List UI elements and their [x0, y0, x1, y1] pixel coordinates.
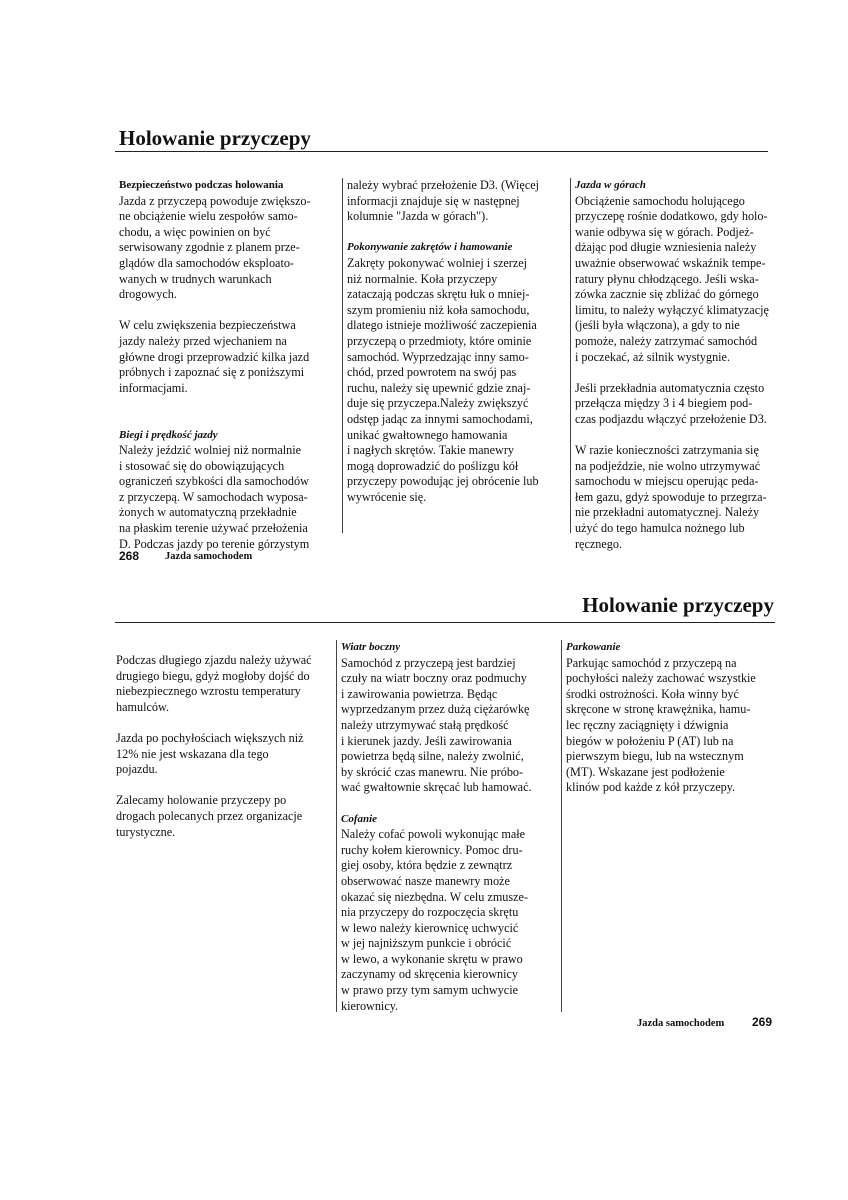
text-line: glądów dla samochodów eksploato-: [119, 255, 294, 270]
column-divider: [561, 640, 562, 1012]
text-line: samochodu w miejscu operując peda-: [575, 474, 759, 489]
text-line: giej osoby, która będzie z zewnątrz: [341, 858, 513, 873]
text-line: wywrócenie się.: [347, 489, 427, 504]
text-line: kolumnie "Jazda w górach").: [347, 209, 489, 224]
text-line: drogowych.: [119, 287, 177, 302]
text-line: samochód. Wyprzedzając inny samo-: [347, 349, 529, 364]
text-line: Należy cofać powoli wykonując małe: [341, 827, 526, 842]
paragraph: [116, 731, 334, 778]
text-line: i zawirowania powietrza. Będąc: [341, 686, 498, 701]
text-line: główne drogi przeprowadzić kilka jazd: [119, 349, 310, 364]
text-line: Samochód z przyczepą jest bardziej: [341, 655, 516, 670]
text-line: (jeśli była włączona), a gdy to nie: [575, 318, 740, 333]
footer-section-label: Jazda samochodem: [165, 551, 253, 562]
text-line: Zakręty pokonywać wolniej i szerzej: [347, 255, 528, 270]
text-line: próbnych i zapoznać się z poniższymi: [119, 365, 305, 380]
text-line: ruchy kołem kierownicy. Pomoc dru-: [341, 842, 523, 857]
text-line: turystyczne.: [116, 824, 176, 839]
text-line: nia przyczepy do rozpoczęcia skrętu: [341, 905, 519, 920]
paragraph: [575, 381, 780, 428]
text-line: czas podjazdu włączyć przełożenie D3.: [575, 411, 767, 426]
paragraph: [575, 194, 780, 366]
paragraph: [116, 653, 334, 715]
top-col-1: [119, 178, 341, 552]
text-line: Parkując samochód z przyczepą na: [566, 655, 737, 670]
text-line: skręcone w stronę krawężnika, hamu-: [566, 702, 751, 717]
text-line: wanych w trudnych warunkach: [119, 271, 272, 286]
bottom-page-heading: Holowanie przyczepy: [582, 593, 774, 617]
text-line: kierownicy.: [341, 998, 399, 1013]
text-line: 12% nie jest wskazana dla tego: [116, 746, 269, 761]
paragraph: [119, 194, 341, 303]
text-line: i kierunek jazdy. Jeśli zawirowania: [341, 733, 512, 748]
section-title-reversing: Cofanie: [341, 812, 378, 825]
text-line: chodu, a więc powinien on być: [119, 224, 271, 239]
paragraph: [119, 443, 341, 552]
text-line: na podjeździe, nie wolno utrzymywać: [575, 458, 761, 473]
text-line: ograniczeń szybkości dla samochodów: [119, 474, 309, 489]
text-line: uważnie obserwować wskaźnik tempe-: [575, 255, 766, 270]
text-line: limitu, to należy wyłączyć klimatyzację: [575, 302, 769, 317]
bottom-col-2: [341, 640, 559, 1014]
paragraph: [341, 656, 559, 796]
text-line: wyprzedzanym przez dużą ciężarówkę: [341, 702, 530, 717]
text-line: Jazda z przyczepą powoduje zwiększo-: [119, 193, 311, 208]
text-line: Zalecamy holowanie przyczepy po: [116, 793, 287, 808]
text-line: okazać się niezbędna. W celu zmusze-: [341, 889, 529, 904]
text-line: Jazda po pochyłościach większych niż: [116, 730, 304, 745]
text-line: środki ostrożności. Koła winny być: [566, 686, 739, 701]
text-line: zaczynamy od skręcenia kierownicy: [341, 967, 518, 982]
text-line: Należy jeździć wolniej niż normalnie: [119, 443, 302, 458]
text-line: odstęp jadąc za innymi samochodami,: [347, 411, 533, 426]
text-line: (MT). Wskazane jest podłożenie: [566, 764, 725, 779]
text-line: niż normalnie. Koła przyczepy: [347, 271, 498, 286]
text-line: by skrócić czas manewru. Nie próbo-: [341, 764, 524, 779]
section-title-safety: Bezpieczeństwo podczas holowania: [119, 179, 284, 191]
text-line: nie przekładni automatycznej. Należy: [575, 505, 760, 520]
text-line: przełącza między 3 i 4 biegiem pod-: [575, 396, 753, 411]
text-line: Obciążenie samochodu holującego: [575, 193, 745, 208]
text-line: dlatego istnieje możliwość zaczepienia: [347, 318, 537, 333]
paragraph: [341, 827, 559, 1014]
text-line: ne obciążenie wielu zespołów samo-: [119, 209, 298, 224]
paragraph: [119, 318, 341, 396]
text-line: ręcznego.: [575, 536, 623, 551]
text-line: pierwszym biegu, lub na wstecznym: [566, 749, 744, 764]
text-line: ratury płynu chłodzącego. Jeśli wska-: [575, 271, 759, 286]
text-line: serwisowany zgodnie z planem prze-: [119, 240, 300, 255]
bottom-heading-rule: [115, 622, 775, 623]
text-line: informacjami.: [119, 380, 188, 395]
text-line: zataczają podczas skrętu łuk o mniej-: [347, 287, 530, 302]
paragraph: [116, 793, 334, 840]
column-divider: [570, 178, 571, 533]
text-line: pojazdu.: [116, 762, 158, 777]
text-line: D. Podczas jazdy po terenie górzystym: [119, 536, 310, 551]
page-number: 268: [119, 549, 140, 563]
paragraph: [347, 256, 569, 506]
text-line: szym promieniu niż koła samochodu,: [347, 302, 530, 317]
text-line: na płaskim terenie używać przełożenia: [119, 521, 308, 536]
top-page-heading: Holowanie przyczepy: [119, 126, 311, 150]
text-line: Podczas długiego zjazdu należy używać: [116, 653, 312, 667]
page-number: 269: [752, 1015, 773, 1029]
bottom-col-1: [116, 653, 334, 840]
text-line: z przyczepą. W samochodach wyposa-: [119, 489, 308, 504]
text-line: drogach polecanych przez organizacje: [116, 808, 303, 823]
text-line: przyczepą o przedmioty, które ominie: [347, 333, 532, 348]
text-line: biegów w położeniu P (AT) lub na: [566, 733, 734, 748]
text-line: ruchu, należy się upewnić gdzie znaj-: [347, 380, 531, 395]
section-title-mountains: Jazda w górach: [575, 179, 646, 191]
text-line: zówka zacznie się zbliżać do górnego: [575, 287, 759, 302]
text-line: hamulców.: [116, 699, 170, 714]
text-line: w prawo przy tym samym uchwycie: [341, 983, 519, 998]
text-line: W celu zwiększenia bezpieczeństwa: [119, 318, 296, 333]
text-line: w lewo, a wykonanie skrętu w prawo: [341, 951, 523, 966]
text-line: mogą doprowadzić do poślizgu kół: [347, 458, 519, 473]
text-line: i poczekać, aż silnik wystygnie.: [575, 349, 731, 364]
text-line: i stosować się do obowiązujących: [119, 458, 285, 473]
text-line: użyć do tego hamulca nożnego lub: [575, 521, 745, 536]
section-title-gears: Biegi i prędkość jazdy: [119, 428, 218, 441]
text-line: W razie konieczności zatrzymania się: [575, 443, 759, 458]
paragraph: [566, 656, 780, 796]
text-line: dżając pod długie wzniesienia należy: [575, 240, 757, 255]
text-line: pomoże, należy zatrzymać samochód: [575, 333, 758, 348]
text-line: informacji znajduje się w następnej: [347, 193, 520, 208]
text-line: żonych w automatyczną przekładnie: [119, 505, 297, 520]
text-line: lec ręczny zaciągnięty i dźwignia: [566, 717, 729, 732]
text-line: powietrza będą silne, należy zwolnić,: [341, 749, 524, 764]
text-line: pochyłości należy zachować wszystkie: [566, 671, 756, 686]
text-line: przyczepy powodując jej obrócenie lub: [347, 474, 539, 489]
footer-section-label: Jazda samochodem: [637, 1018, 725, 1029]
text-line: drugiego biegu, gdyż mogłoby dojść do: [116, 668, 310, 683]
column-divider: [342, 178, 343, 533]
section-title-parking: Parkowanie: [566, 641, 621, 653]
paragraph: [347, 178, 569, 225]
text-line: przyczepę rośnie dodatkowo, gdy holo-: [575, 209, 768, 224]
text-line: Jeśli przekładnia automatycznia często: [575, 380, 765, 395]
paragraph: [575, 443, 780, 552]
text-line: duje się przyczepa.Należy zwiększyć: [347, 396, 529, 411]
text-line: unikać gwałtownego hamowania: [347, 427, 508, 442]
text-line: wanie odbywa się w górach. Podjeż-: [575, 224, 754, 239]
text-line: chód, przed powrotem na swój pas: [347, 365, 517, 380]
text-line: w jej najniższym punkcie i obrócić: [341, 936, 512, 951]
text-line: obserwować nasze manewry może: [341, 873, 510, 888]
text-line: i nagłych skrętów. Takie manewry: [347, 443, 515, 458]
text-line: niebezpiecznego wzrostu temperatury: [116, 684, 301, 699]
text-line: należy wybrać przełożenie D3. (Więcej: [347, 178, 540, 192]
column-divider: [336, 640, 337, 1012]
top-col-3: [575, 178, 780, 552]
text-line: w lewo należy kierownicę uchwycić: [341, 920, 519, 935]
top-heading-rule: [115, 151, 768, 152]
text-line: łem gazu, gdyż spowoduje to przegrza-: [575, 489, 767, 504]
text-line: należy utrzymywać stałą prędkość: [341, 717, 509, 732]
text-line: wać gwałtownie skręcać lub hamować.: [341, 780, 532, 795]
top-col-2: [347, 178, 569, 505]
section-title-crosswind: Wiatr boczny: [341, 641, 401, 653]
bottom-col-3: [566, 640, 780, 796]
text-line: klinów pod każde z kół przyczepy.: [566, 780, 736, 795]
section-title-cornering: Pokonywanie zakrętów i hamowanie: [347, 241, 513, 254]
text-line: czuły na wiatr boczny oraz podmuchy: [341, 671, 527, 686]
text-line: jazdy należy przed wjechaniem na: [119, 333, 287, 348]
